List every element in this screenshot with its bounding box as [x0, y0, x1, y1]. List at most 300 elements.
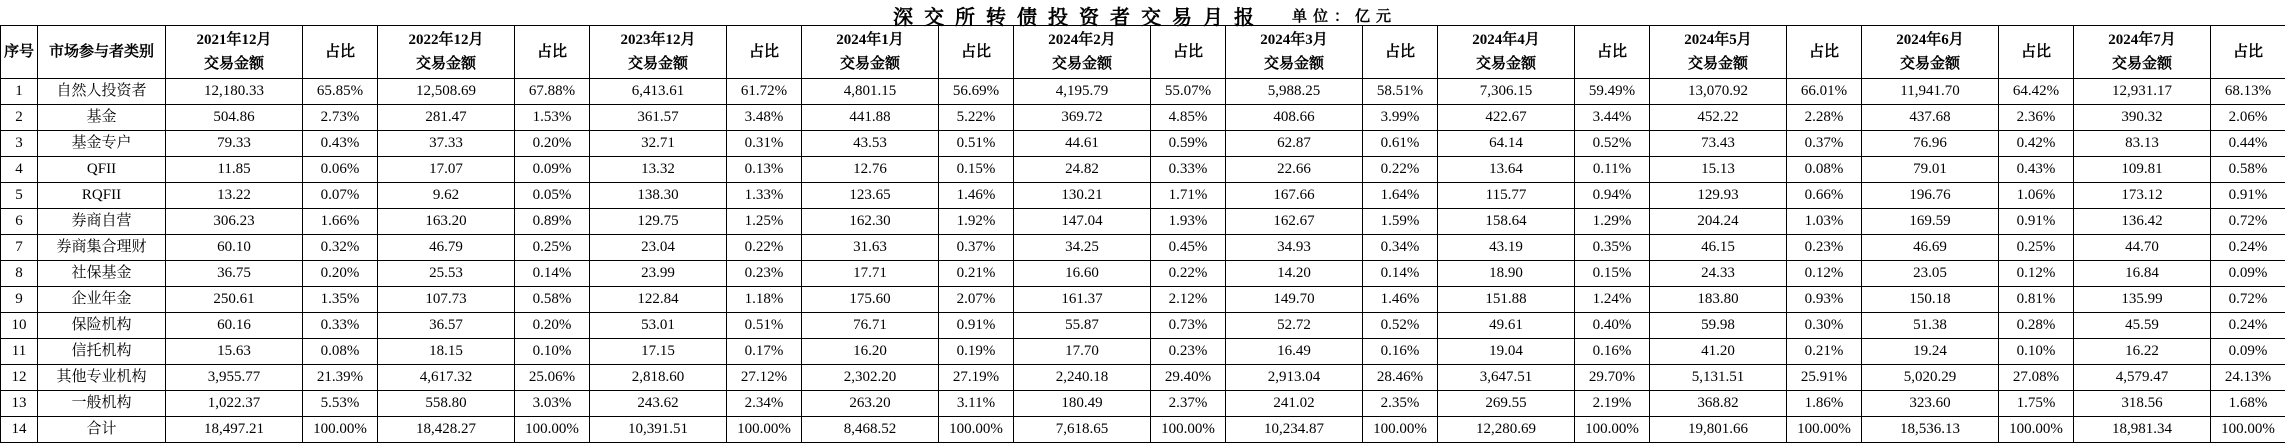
ratio-cell: 1.71%	[1151, 183, 1226, 209]
ratio-cell: 0.25%	[515, 235, 590, 261]
row-index-cell: 6	[1, 209, 38, 235]
row-index-cell: 9	[1, 287, 38, 313]
amount-cell: 73.43	[1650, 131, 1787, 157]
ratio-cell: 0.08%	[303, 339, 378, 365]
ratio-cell: 0.40%	[1575, 313, 1650, 339]
amount-cell: 46.69	[1862, 235, 1999, 261]
amount-cell: 204.24	[1650, 209, 1787, 235]
month-amount-header	[1438, 26, 1575, 79]
ratio-cell: 28.46%	[1363, 365, 1438, 391]
table-row	[1, 313, 2285, 339]
amount-cell: 129.93	[1650, 183, 1787, 209]
ratio-cell: 0.44%	[2211, 131, 2285, 157]
amount-cell: 17.71	[802, 261, 939, 287]
amount-cell: 149.70	[1226, 287, 1363, 313]
table-row	[1, 183, 2285, 209]
amount-label: 交易金额	[1899, 56, 1960, 72]
table-row	[1, 365, 2285, 391]
amount-cell: 46.79	[378, 235, 515, 261]
row-index-cell: 3	[1, 131, 38, 157]
ratio-cell: 1.93%	[1151, 209, 1226, 235]
ratio-cell: 1.64%	[1363, 183, 1438, 209]
ratio-cell: 0.66%	[1787, 183, 1862, 209]
amount-cell: 147.04	[1014, 209, 1151, 235]
amount-cell: 3,955.77	[166, 365, 303, 391]
amount-cell: 36.57	[378, 313, 515, 339]
table-row	[1, 79, 2285, 105]
amount-cell: 12,931.17	[2074, 79, 2211, 105]
table-row	[1, 235, 2285, 261]
amount-cell: 22.66	[1226, 157, 1363, 183]
ratio-cell: 1.03%	[1787, 209, 1862, 235]
ratio-cell: 65.85%	[303, 79, 378, 105]
amount-cell: 558.80	[378, 391, 515, 417]
ratio-cell: 0.20%	[515, 313, 590, 339]
amount-cell: 16.20	[802, 339, 939, 365]
amount-cell: 36.75	[166, 261, 303, 287]
table-row	[1, 339, 2285, 365]
ratio-cell: 24.13%	[2211, 365, 2285, 391]
amount-cell: 37.33	[378, 131, 515, 157]
amount-cell: 55.87	[1014, 313, 1151, 339]
ratio-cell: 2.37%	[1151, 391, 1226, 417]
ratio-cell: 0.15%	[1575, 261, 1650, 287]
ratio-cell: 2.73%	[303, 105, 378, 131]
amount-cell: 8,468.52	[802, 417, 939, 443]
amount-cell: 269.55	[1438, 391, 1575, 417]
amount-cell: 23.04	[590, 235, 727, 261]
row-index-cell: 11	[1, 339, 38, 365]
ratio-cell: 2.12%	[1151, 287, 1226, 313]
ratio-cell: 0.72%	[2211, 287, 2285, 313]
amount-cell: 60.10	[166, 235, 303, 261]
amount-cell: 169.59	[1862, 209, 1999, 235]
ratio-cell: 1.33%	[727, 183, 802, 209]
amount-cell: 115.77	[1438, 183, 1575, 209]
table-body	[1, 79, 2285, 443]
amount-cell: 107.73	[378, 287, 515, 313]
month-amount-header	[1226, 26, 1363, 79]
ratio-cell: 0.20%	[303, 261, 378, 287]
ratio-cell: 0.11%	[1575, 157, 1650, 183]
amount-cell: 62.87	[1226, 131, 1363, 157]
ratio-cell: 0.24%	[2211, 235, 2285, 261]
ratio-cell: 0.08%	[1787, 157, 1862, 183]
ratio-cell: 0.31%	[727, 131, 802, 157]
ratio-header: 占比	[303, 26, 378, 79]
ratio-cell: 0.33%	[303, 313, 378, 339]
amount-cell: 11.85	[166, 157, 303, 183]
ratio-cell: 0.06%	[303, 157, 378, 183]
ratio-cell: 2.36%	[1999, 105, 2074, 131]
ratio-cell: 3.03%	[515, 391, 590, 417]
ratio-cell: 100.00%	[939, 417, 1014, 443]
amount-cell: 163.20	[378, 209, 515, 235]
amount-cell: 18,428.27	[378, 417, 515, 443]
table-row	[1, 131, 2285, 157]
ratio-cell: 100.00%	[1787, 417, 1862, 443]
row-index-cell: 13	[1, 391, 38, 417]
ratio-cell: 1.46%	[1363, 287, 1438, 313]
ratio-cell: 4.85%	[1151, 105, 1226, 131]
ratio-cell: 0.45%	[1151, 235, 1226, 261]
ratio-cell: 0.58%	[515, 287, 590, 313]
ratio-cell: 1.29%	[1575, 209, 1650, 235]
amount-cell: 162.67	[1226, 209, 1363, 235]
amount-cell: 281.47	[378, 105, 515, 131]
ratio-cell: 27.08%	[1999, 365, 2074, 391]
amount-cell: 390.32	[2074, 105, 2211, 131]
amount-cell: 23.99	[590, 261, 727, 287]
ratio-cell: 100.00%	[303, 417, 378, 443]
table-row	[1, 157, 2285, 183]
category-cell: 券商集合理财	[38, 235, 166, 261]
ratio-cell: 68.13%	[2211, 79, 2285, 105]
amount-cell: 16.84	[2074, 261, 2211, 287]
amount-cell: 10,234.87	[1226, 417, 1363, 443]
amount-label: 交易金额	[1475, 56, 1536, 72]
amount-cell: 180.49	[1014, 391, 1151, 417]
month-amount-header	[802, 26, 939, 79]
ratio-cell: 1.68%	[2211, 391, 2285, 417]
ratio-cell: 3.11%	[939, 391, 1014, 417]
ratio-cell: 0.34%	[1363, 235, 1438, 261]
amount-cell: 306.23	[166, 209, 303, 235]
ratio-cell: 1.46%	[939, 183, 1014, 209]
amount-cell: 12,280.69	[1438, 417, 1575, 443]
index-column-header: 序号	[1, 26, 38, 79]
category-cell: 信托机构	[38, 339, 166, 365]
ratio-cell: 1.59%	[1363, 209, 1438, 235]
ratio-cell: 0.24%	[2211, 313, 2285, 339]
amount-cell: 161.37	[1014, 287, 1151, 313]
ratio-cell: 0.91%	[1999, 209, 2074, 235]
table-row	[1, 209, 2285, 235]
amount-cell: 1,022.37	[166, 391, 303, 417]
amount-cell: 14.20	[1226, 261, 1363, 287]
amount-cell: 17.07	[378, 157, 515, 183]
ratio-cell: 1.18%	[727, 287, 802, 313]
ratio-cell: 0.35%	[1575, 235, 1650, 261]
ratio-cell: 5.53%	[303, 391, 378, 417]
amount-cell: 13,070.92	[1650, 79, 1787, 105]
ratio-cell: 0.10%	[1999, 339, 2074, 365]
amount-cell: 250.61	[166, 287, 303, 313]
category-cell: 基金	[38, 105, 166, 131]
amount-cell: 52.72	[1226, 313, 1363, 339]
ratio-cell: 64.42%	[1999, 79, 2074, 105]
row-index-cell: 10	[1, 313, 38, 339]
ratio-cell: 25.91%	[1787, 365, 1862, 391]
amount-label: 交易金额	[415, 56, 476, 72]
ratio-cell: 61.72%	[727, 79, 802, 105]
amount-cell: 4,195.79	[1014, 79, 1151, 105]
ratio-cell: 29.40%	[1151, 365, 1226, 391]
ratio-cell: 59.49%	[1575, 79, 1650, 105]
ratio-cell: 3.44%	[1575, 105, 1650, 131]
amount-cell: 83.13	[2074, 131, 2211, 157]
amount-cell: 11,941.70	[1862, 79, 1999, 105]
amount-cell: 150.18	[1862, 287, 1999, 313]
ratio-cell: 0.19%	[939, 339, 1014, 365]
month-amount-header	[378, 26, 515, 79]
month-label: 2024年3月	[1260, 32, 1328, 48]
ratio-cell: 3.48%	[727, 105, 802, 131]
amount-cell: 369.72	[1014, 105, 1151, 131]
amount-cell: 12.76	[802, 157, 939, 183]
amount-cell: 51.38	[1862, 313, 1999, 339]
amount-cell: 15.13	[1650, 157, 1787, 183]
amount-cell: 18.15	[378, 339, 515, 365]
amount-cell: 175.60	[802, 287, 939, 313]
amount-cell: 16.22	[2074, 339, 2211, 365]
ratio-cell: 100.00%	[515, 417, 590, 443]
month-label: 2024年4月	[1472, 32, 1540, 48]
amount-cell: 18,981.34	[2074, 417, 2211, 443]
amount-cell: 24.33	[1650, 261, 1787, 287]
amount-cell: 129.75	[590, 209, 727, 235]
amount-cell: 19,801.66	[1650, 417, 1787, 443]
amount-cell: 23.05	[1862, 261, 1999, 287]
amount-label: 交易金额	[1687, 56, 1748, 72]
amount-cell: 16.49	[1226, 339, 1363, 365]
ratio-cell: 0.51%	[939, 131, 1014, 157]
amount-cell: 368.82	[1650, 391, 1787, 417]
amount-cell: 17.70	[1014, 339, 1151, 365]
amount-cell: 2,302.20	[802, 365, 939, 391]
ratio-cell: 100.00%	[727, 417, 802, 443]
ratio-cell: 2.07%	[939, 287, 1014, 313]
amount-cell: 49.61	[1438, 313, 1575, 339]
table-row	[1, 391, 2285, 417]
ratio-cell: 0.43%	[303, 131, 378, 157]
ratio-cell: 0.22%	[1363, 157, 1438, 183]
amount-label: 交易金额	[2111, 56, 2172, 72]
amount-cell: 34.93	[1226, 235, 1363, 261]
amount-cell: 25.53	[378, 261, 515, 287]
row-index-cell: 1	[1, 79, 38, 105]
ratio-cell: 100.00%	[1363, 417, 1438, 443]
ratio-cell: 1.92%	[939, 209, 1014, 235]
amount-cell: 158.64	[1438, 209, 1575, 235]
amount-cell: 437.68	[1862, 105, 1999, 131]
amount-cell: 136.42	[2074, 209, 2211, 235]
amount-cell: 2,818.60	[590, 365, 727, 391]
ratio-cell: 0.17%	[727, 339, 802, 365]
table-row	[1, 287, 2285, 313]
amount-cell: 3,647.51	[1438, 365, 1575, 391]
ratio-cell: 0.72%	[2211, 209, 2285, 235]
amount-cell: 18,497.21	[166, 417, 303, 443]
amount-cell: 44.61	[1014, 131, 1151, 157]
ratio-cell: 0.23%	[1151, 339, 1226, 365]
ratio-cell: 0.20%	[515, 131, 590, 157]
month-label: 2024年6月	[1896, 32, 1964, 48]
category-cell: 基金专户	[38, 131, 166, 157]
amount-cell: 2,240.18	[1014, 365, 1151, 391]
category-cell: 保险机构	[38, 313, 166, 339]
ratio-header: 占比	[1575, 26, 1650, 79]
ratio-cell: 0.33%	[1151, 157, 1226, 183]
amount-cell: 123.65	[802, 183, 939, 209]
amount-label: 交易金额	[1263, 56, 1324, 72]
ratio-cell: 0.15%	[939, 157, 1014, 183]
ratio-cell: 0.09%	[2211, 339, 2285, 365]
amount-cell: 15.63	[166, 339, 303, 365]
table-row	[1, 105, 2285, 131]
month-amount-header	[1862, 26, 1999, 79]
ratio-cell: 0.21%	[939, 261, 1014, 287]
amount-cell: 41.20	[1650, 339, 1787, 365]
amount-cell: 10,391.51	[590, 417, 727, 443]
ratio-cell: 0.22%	[727, 235, 802, 261]
amount-cell: 60.16	[166, 313, 303, 339]
month-label: 2022年12月	[408, 32, 484, 48]
amount-cell: 45.59	[2074, 313, 2211, 339]
ratio-cell: 0.81%	[1999, 287, 2074, 313]
amount-cell: 12,180.33	[166, 79, 303, 105]
month-amount-header	[1650, 26, 1787, 79]
amount-cell: 422.67	[1438, 105, 1575, 131]
ratio-cell: 0.42%	[1999, 131, 2074, 157]
amount-cell: 162.30	[802, 209, 939, 235]
ratio-cell: 0.91%	[939, 313, 1014, 339]
ratio-cell: 21.39%	[303, 365, 378, 391]
amount-cell: 59.98	[1650, 313, 1787, 339]
month-amount-header	[166, 26, 303, 79]
ratio-cell: 0.61%	[1363, 131, 1438, 157]
row-index-cell: 5	[1, 183, 38, 209]
amount-cell: 13.32	[590, 157, 727, 183]
ratio-cell: 25.06%	[515, 365, 590, 391]
amount-label: 交易金额	[839, 56, 900, 72]
ratio-cell: 29.70%	[1575, 365, 1650, 391]
amount-cell: 64.14	[1438, 131, 1575, 157]
ratio-cell: 2.28%	[1787, 105, 1862, 131]
amount-cell: 2,913.04	[1226, 365, 1363, 391]
ratio-cell: 2.34%	[727, 391, 802, 417]
amount-cell: 5,988.25	[1226, 79, 1363, 105]
ratio-cell: 0.37%	[939, 235, 1014, 261]
amount-cell: 43.53	[802, 131, 939, 157]
ratio-cell: 0.52%	[1575, 131, 1650, 157]
amount-cell: 18.90	[1438, 261, 1575, 287]
amount-cell: 24.82	[1014, 157, 1151, 183]
category-cell: 社保基金	[38, 261, 166, 287]
amount-cell: 7,306.15	[1438, 79, 1575, 105]
ratio-cell: 0.13%	[727, 157, 802, 183]
amount-cell: 504.86	[166, 105, 303, 131]
ratio-cell: 0.12%	[1787, 261, 1862, 287]
amount-cell: 167.66	[1226, 183, 1363, 209]
ratio-header: 占比	[1363, 26, 1438, 79]
amount-cell: 173.12	[2074, 183, 2211, 209]
ratio-header: 占比	[1787, 26, 1862, 79]
amount-cell: 31.63	[802, 235, 939, 261]
amount-cell: 5,020.29	[1862, 365, 1999, 391]
amount-cell: 243.62	[590, 391, 727, 417]
amount-cell: 151.88	[1438, 287, 1575, 313]
ratio-cell: 100.00%	[1151, 417, 1226, 443]
amount-label: 交易金额	[1051, 56, 1112, 72]
amount-cell: 7,618.65	[1014, 417, 1151, 443]
ratio-cell: 0.16%	[1363, 339, 1438, 365]
month-amount-header	[2074, 26, 2211, 79]
amount-cell: 34.25	[1014, 235, 1151, 261]
amount-cell: 122.84	[590, 287, 727, 313]
ratio-cell: 0.21%	[1787, 339, 1862, 365]
ratio-cell: 55.07%	[1151, 79, 1226, 105]
table-row	[1, 417, 2285, 443]
ratio-cell: 0.51%	[727, 313, 802, 339]
amount-cell: 9.62	[378, 183, 515, 209]
amount-cell: 18,536.13	[1862, 417, 1999, 443]
ratio-cell: 0.23%	[1787, 235, 1862, 261]
ratio-cell: 0.58%	[2211, 157, 2285, 183]
ratio-cell: 2.06%	[2211, 105, 2285, 131]
amount-cell: 79.33	[166, 131, 303, 157]
amount-cell: 441.88	[802, 105, 939, 131]
ratio-cell: 0.93%	[1787, 287, 1862, 313]
ratio-cell: 0.52%	[1363, 313, 1438, 339]
ratio-cell: 0.09%	[515, 157, 590, 183]
ratio-cell: 0.05%	[515, 183, 590, 209]
amount-cell: 4,801.15	[802, 79, 939, 105]
amount-cell: 4,617.32	[378, 365, 515, 391]
row-index-cell: 7	[1, 235, 38, 261]
ratio-cell: 0.09%	[2211, 261, 2285, 287]
unit-label: 单位：亿元	[1292, 9, 1398, 25]
ratio-cell: 56.69%	[939, 79, 1014, 105]
ratio-cell: 27.12%	[727, 365, 802, 391]
ratio-header: 占比	[939, 26, 1014, 79]
amount-cell: 318.56	[2074, 391, 2211, 417]
ratio-cell: 0.43%	[1999, 157, 2074, 183]
amount-cell: 138.30	[590, 183, 727, 209]
category-column-header: 市场参与者类别	[38, 26, 166, 79]
ratio-cell: 0.12%	[1999, 261, 2074, 287]
month-amount-header	[590, 26, 727, 79]
amount-cell: 5,131.51	[1650, 365, 1787, 391]
amount-cell: 196.76	[1862, 183, 1999, 209]
ratio-cell: 1.75%	[1999, 391, 2074, 417]
amount-cell: 76.96	[1862, 131, 1999, 157]
amount-cell: 13.22	[166, 183, 303, 209]
amount-cell: 76.71	[802, 313, 939, 339]
ratio-cell: 1.53%	[515, 105, 590, 131]
ratio-cell: 58.51%	[1363, 79, 1438, 105]
category-cell: 企业年金	[38, 287, 166, 313]
ratio-cell: 0.28%	[1999, 313, 2074, 339]
category-cell: RQFII	[38, 183, 166, 209]
ratio-header: 占比	[2211, 26, 2285, 79]
ratio-cell: 100.00%	[1575, 417, 1650, 443]
ratio-header: 占比	[727, 26, 802, 79]
ratio-cell: 0.25%	[1999, 235, 2074, 261]
amount-cell: 46.15	[1650, 235, 1787, 261]
header-row	[1, 26, 2285, 79]
category-cell: 一般机构	[38, 391, 166, 417]
amount-cell: 13.64	[1438, 157, 1575, 183]
ratio-cell: 0.91%	[2211, 183, 2285, 209]
row-index-cell: 2	[1, 105, 38, 131]
amount-cell: 361.57	[590, 105, 727, 131]
ratio-cell: 0.37%	[1787, 131, 1862, 157]
ratio-header: 占比	[1999, 26, 2074, 79]
amount-cell: 4,579.47	[2074, 365, 2211, 391]
ratio-cell: 0.23%	[727, 261, 802, 287]
ratio-header: 占比	[1151, 26, 1226, 79]
